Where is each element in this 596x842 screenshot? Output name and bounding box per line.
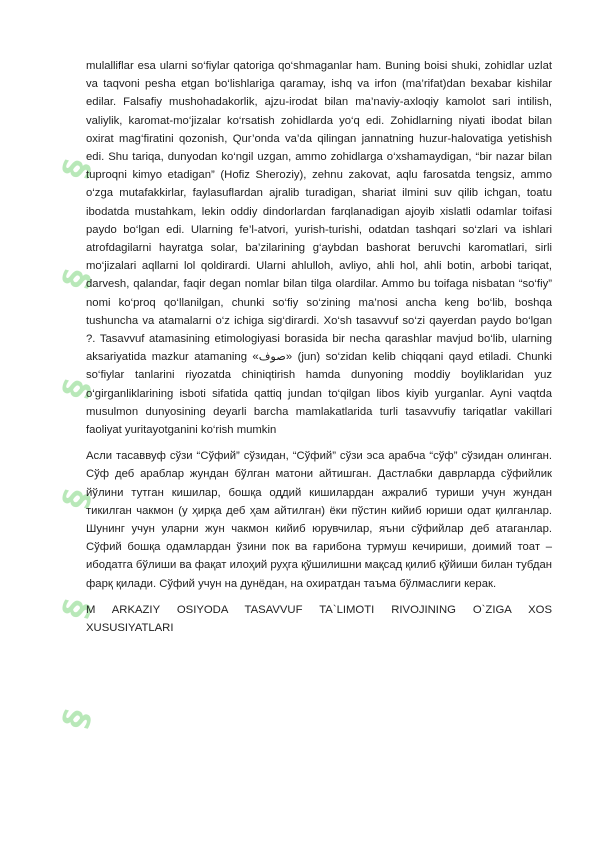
section-heading-line-1: M ARKAZIY OSIYODA TASAVVUF TA`LIMOTI RIVOJINING O`ZIGA XOS xyxy=(86,603,552,616)
svg-text:§: § xyxy=(55,155,99,183)
svg-text:§: § xyxy=(55,705,99,733)
document-page xyxy=(86,57,552,637)
body-paragraph-cyrillic: Асли тасаввуф сўзи “Сўфий” сўзидан, “Сўфий” сўзи эса арабча “сўф” сўзидан олинган. Сўф деб араблар жундан бўлган матони айтишган. Дастлабки даврларда сўфийлик йўлини тутган кишилар, бошқа оддий кишилардан ажралиб туриши учун жундан тикилган чакмон (у ҳирқа деб ҳам айтилган) ёки пўстин кийиб юриши одат қилганлар. Шунинг учун уларни жун чакмон кийиб юрувчилар, яъни сўфийлар деб атаганлар. Сўфий бошқа одамлардан ўзини пок ва ғарибона турмуш кечириши, доимий тоат –ибодатга бўлиши ва фақат илоҳий руҳга қўшилишни мақсад қилиб қўйиши билан тубдан фарқ қилади. Сўфий учун на дунёдан, на охиратдан таъма бўлмаслиги керак. xyxy=(86,450,553,590)
body-paragraph-latin: mulalliflar esa ularni so‘fiylar qatoriga qo‘shmaganlar ham. Buning boisi shuki, zohidlar uzlat va taqvoni pesha etgan bo‘lishlariga qaramay, ishq va irfon (ma’rifat)dan bexabar kishilar edilar. Falsafiy mushohadakorlik, ajzu-irodat bilan ma’naviy-axloqiy kamolot sari intilish, valiylik, karomat-mo‘jizalar ko‘rsatish zohidlarda yo‘q edi. Zohidlarning niyati ibodat bilan oxirat mag‘firatini qozonish, Qur’onda va’da qilingan jannatning huzur-halovatiga yetishish edi. Shu tariqa, dunyodan ko‘ngil uzgan, ammo zohidlarga o‘xshamaydigan, “bir nazar bilan tuproqni kimyo etadigan” (Hofiz Sheroziy), zehnu zakovat, aqlu farosatda tengsiz, ammo o‘zga mutafakkirlar, faylasuflardan ajralib turadigan, shariat ilmini suv qilib ichgan, toatu ibodatda mustahkam, lekin oddiy dindorlardan farqlanadigan ajoyib xislatli odamlar toifasi paydo bo‘lgan edi. Ularning fe’l-atvori, yurish-turishi, odatdan tashqari so‘zlari va ishlari atrofdagilarni hayratga solar, ba’zilarining g‘aybdan bashorat beruvchi karomatlari, sirli mo‘jizalari aqllarni lol qoldirardi. Ularni ahlulloh, avliyo, ahli hol, ahli botin, arbobi tariqat, darvesh, qalandar, faqir degan nomlar bilan tilga olardilar. Ammo bu toifaga nisbatan “so‘fiy” nomi ko‘proq qo‘llanilgan, chunki so‘fiy so‘zining ma’nosi ancha keng bo‘lib, boshqa tushuncha va atamalarni o‘z ichiga sig‘dirardi. Xo‘sh tasavvuf so‘zi qayerdan paydo bo‘lgan ?. Tasavvuf atamasining etimologiyasi borasida bir necha qarashlar mavjud bo‘lib, ularning aksariyatida mazkur atamaning «صوف» (jun) so‘zidan kelib chiqqani qayd etiladi. Chunki so‘fiylar tanlarini riyozatda chiniqtirish hamda dunyoning moddiy boyliklaridan yuz o‘girganliklarining isboti sifatida qattiq jundan to‘qilgan libos kiyib yurganlar. Ayni vaqtda musulmon dunyosining deyarli barcha mamlakatlarida turli tasavvufiy tariqatlar vakillari faoliyat yuritayotganini ko‘rish mumkin xyxy=(86,60,552,437)
svg-text:§: § xyxy=(55,485,99,513)
section-heading-line-2: XUSUSIYATLARI xyxy=(86,622,174,635)
svg-text:§: § xyxy=(55,265,99,293)
svg-text:§: § xyxy=(55,595,99,623)
svg-text:§: § xyxy=(55,375,99,403)
